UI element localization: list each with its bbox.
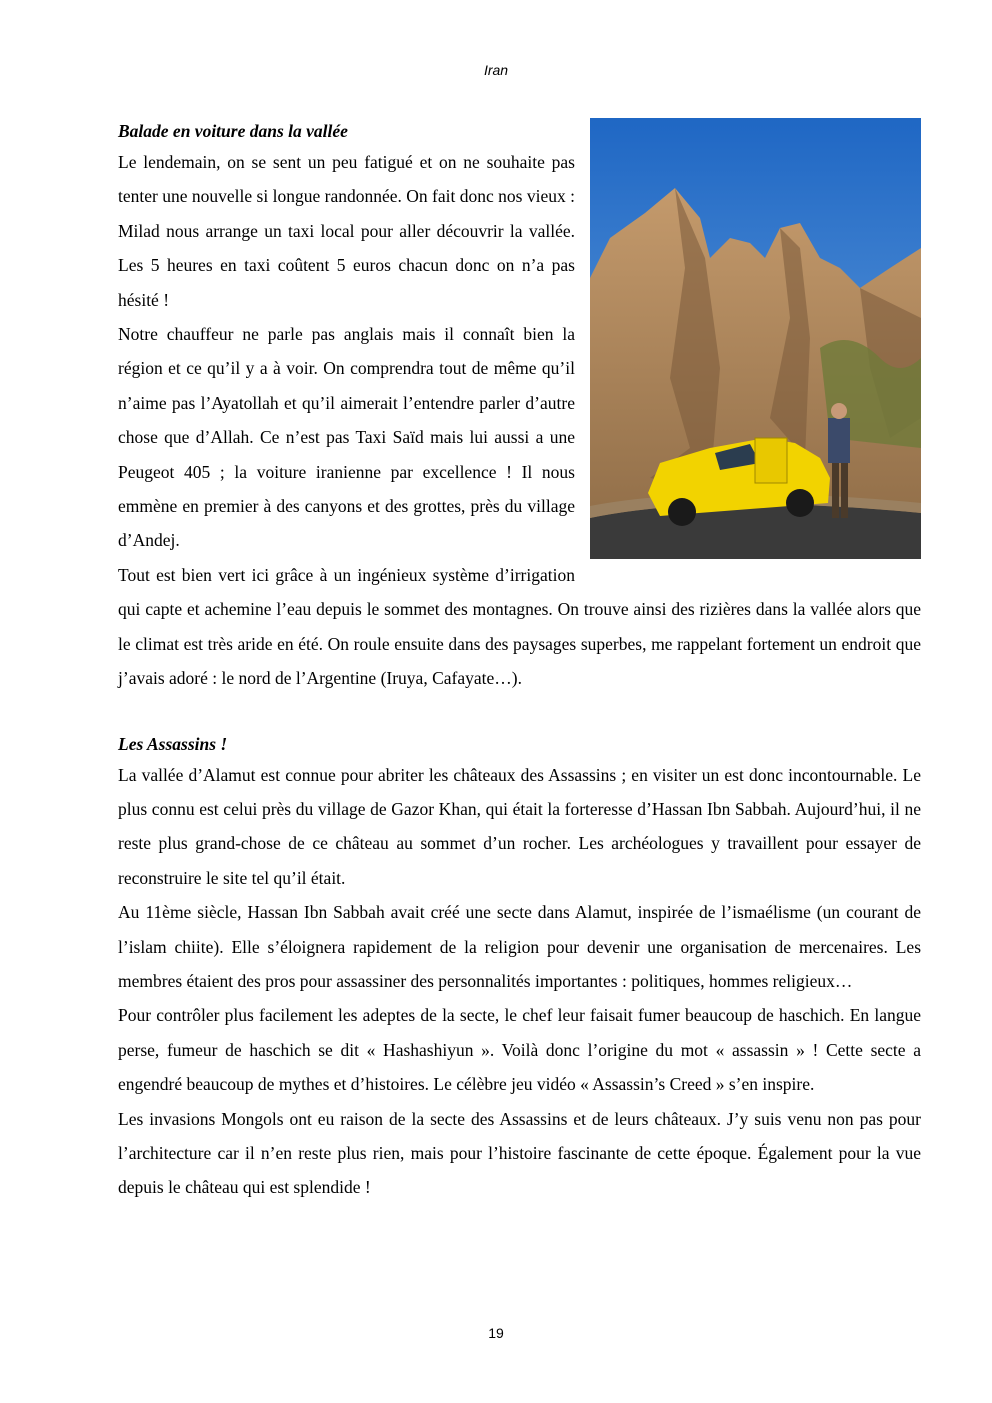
- paragraph: La vallée d’Alamut est connue pour abriter les châteaux des Assassins ; en visiter un est donc incontournable. Le plus connu est celui près du village de Gazor Khan, qui était la forteresse d’Hassan Ibn Sabbah. Aujourd’hui, il ne reste plus grand-chose de ce château au sommet d’un rocher. Les archéologues y travaillent pour essayer de reconstruire le site tel qu’il était.: [118, 764, 921, 888]
- section-heading-assassins: Les Assassins !: [118, 733, 228, 754]
- paragraph: Pour contrôler plus facilement les adeptes de la secte, le chef leur faisait fumer beaucoup de haschich. En langue perse, fumeur de haschich se dit « Hashashiyun ». Voilà donc l’origine du mot « assassin » ! Cette secte a engendré beaucoup de mythes et d’histoires. Le célèbre jeu vidéo « Assassin’s Creed » s’en inspire.: [118, 1005, 921, 1095]
- paragraph: Notre chauffeur ne parle pas anglais mais il connaît bien la région et ce qu’il y a à voir. On comprendra tout de même qu’il n’aime pas l’Ayatollah et qu’il aimerait l’entendre parler d’autre chose que d’Allah. Ce n’est pas Taxi Saïd mais lui aussi a une Peugeot 405 ; la voiture iranienne par excellence ! Il nous emmène en premier à des canyons et des grottes, près du village d’Andej.: [118, 324, 575, 551]
- page-number: 19: [488, 1325, 504, 1341]
- paragraph: Tout est bien vert ici grâce à un ingénieux système d’irrigation qui capte et achemine l’eau depuis le sommet des montagnes. On trouve ainsi des rizières dans la vallée alors que le climat est très aride en été. On roule ensuite dans des paysages superbes, me rappelant fortement un endroit que j’avais adoré : le nord de l’Argentine (Iruya, Cafayate…).: [118, 564, 921, 689]
- paragraph: Le lendemain, on se sent un peu fatigué et on ne souhaite pas tenter une nouvelle si longue randonnée. On fait donc nos vieux : Milad nous arrange un taxi local pour aller découvrir la vallée. Les 5 heures en taxi coûtent 5 euros chacun donc on n’a pas hésité !: [118, 152, 575, 310]
- running-header: Iran: [483, 62, 509, 78]
- section-spacer: [118, 696, 921, 730]
- page-content: [118, 117, 921, 1205]
- taxi-canyon-photo: [590, 118, 921, 559]
- paragraph: Les invasions Mongols ont eu raison de la secte des Assassins et de leurs châteaux. J’y suis venu non pas pour l’architecture car il n’en reste plus rien, mais pour l’histoire fascinante de cette époque. Également pour la vue depuis le château qui est splendide !: [118, 1108, 921, 1198]
- photo-road: [590, 504, 921, 559]
- section-heading-balade: Balade en voiture dans la vallée: [118, 121, 348, 141]
- paragraph: Au 11ème siècle, Hassan Ibn Sabbah avait créé une secte dans Alamut, inspirée de l’ismaélisme (un courant de l’islam chiite). Elle s’éloignera rapidement de la religion pour devenir une organisation de mercenaires. Les membres étaient des pros pour assassiner des personnalités importantes : politiques, hommes religieux…: [118, 902, 921, 991]
